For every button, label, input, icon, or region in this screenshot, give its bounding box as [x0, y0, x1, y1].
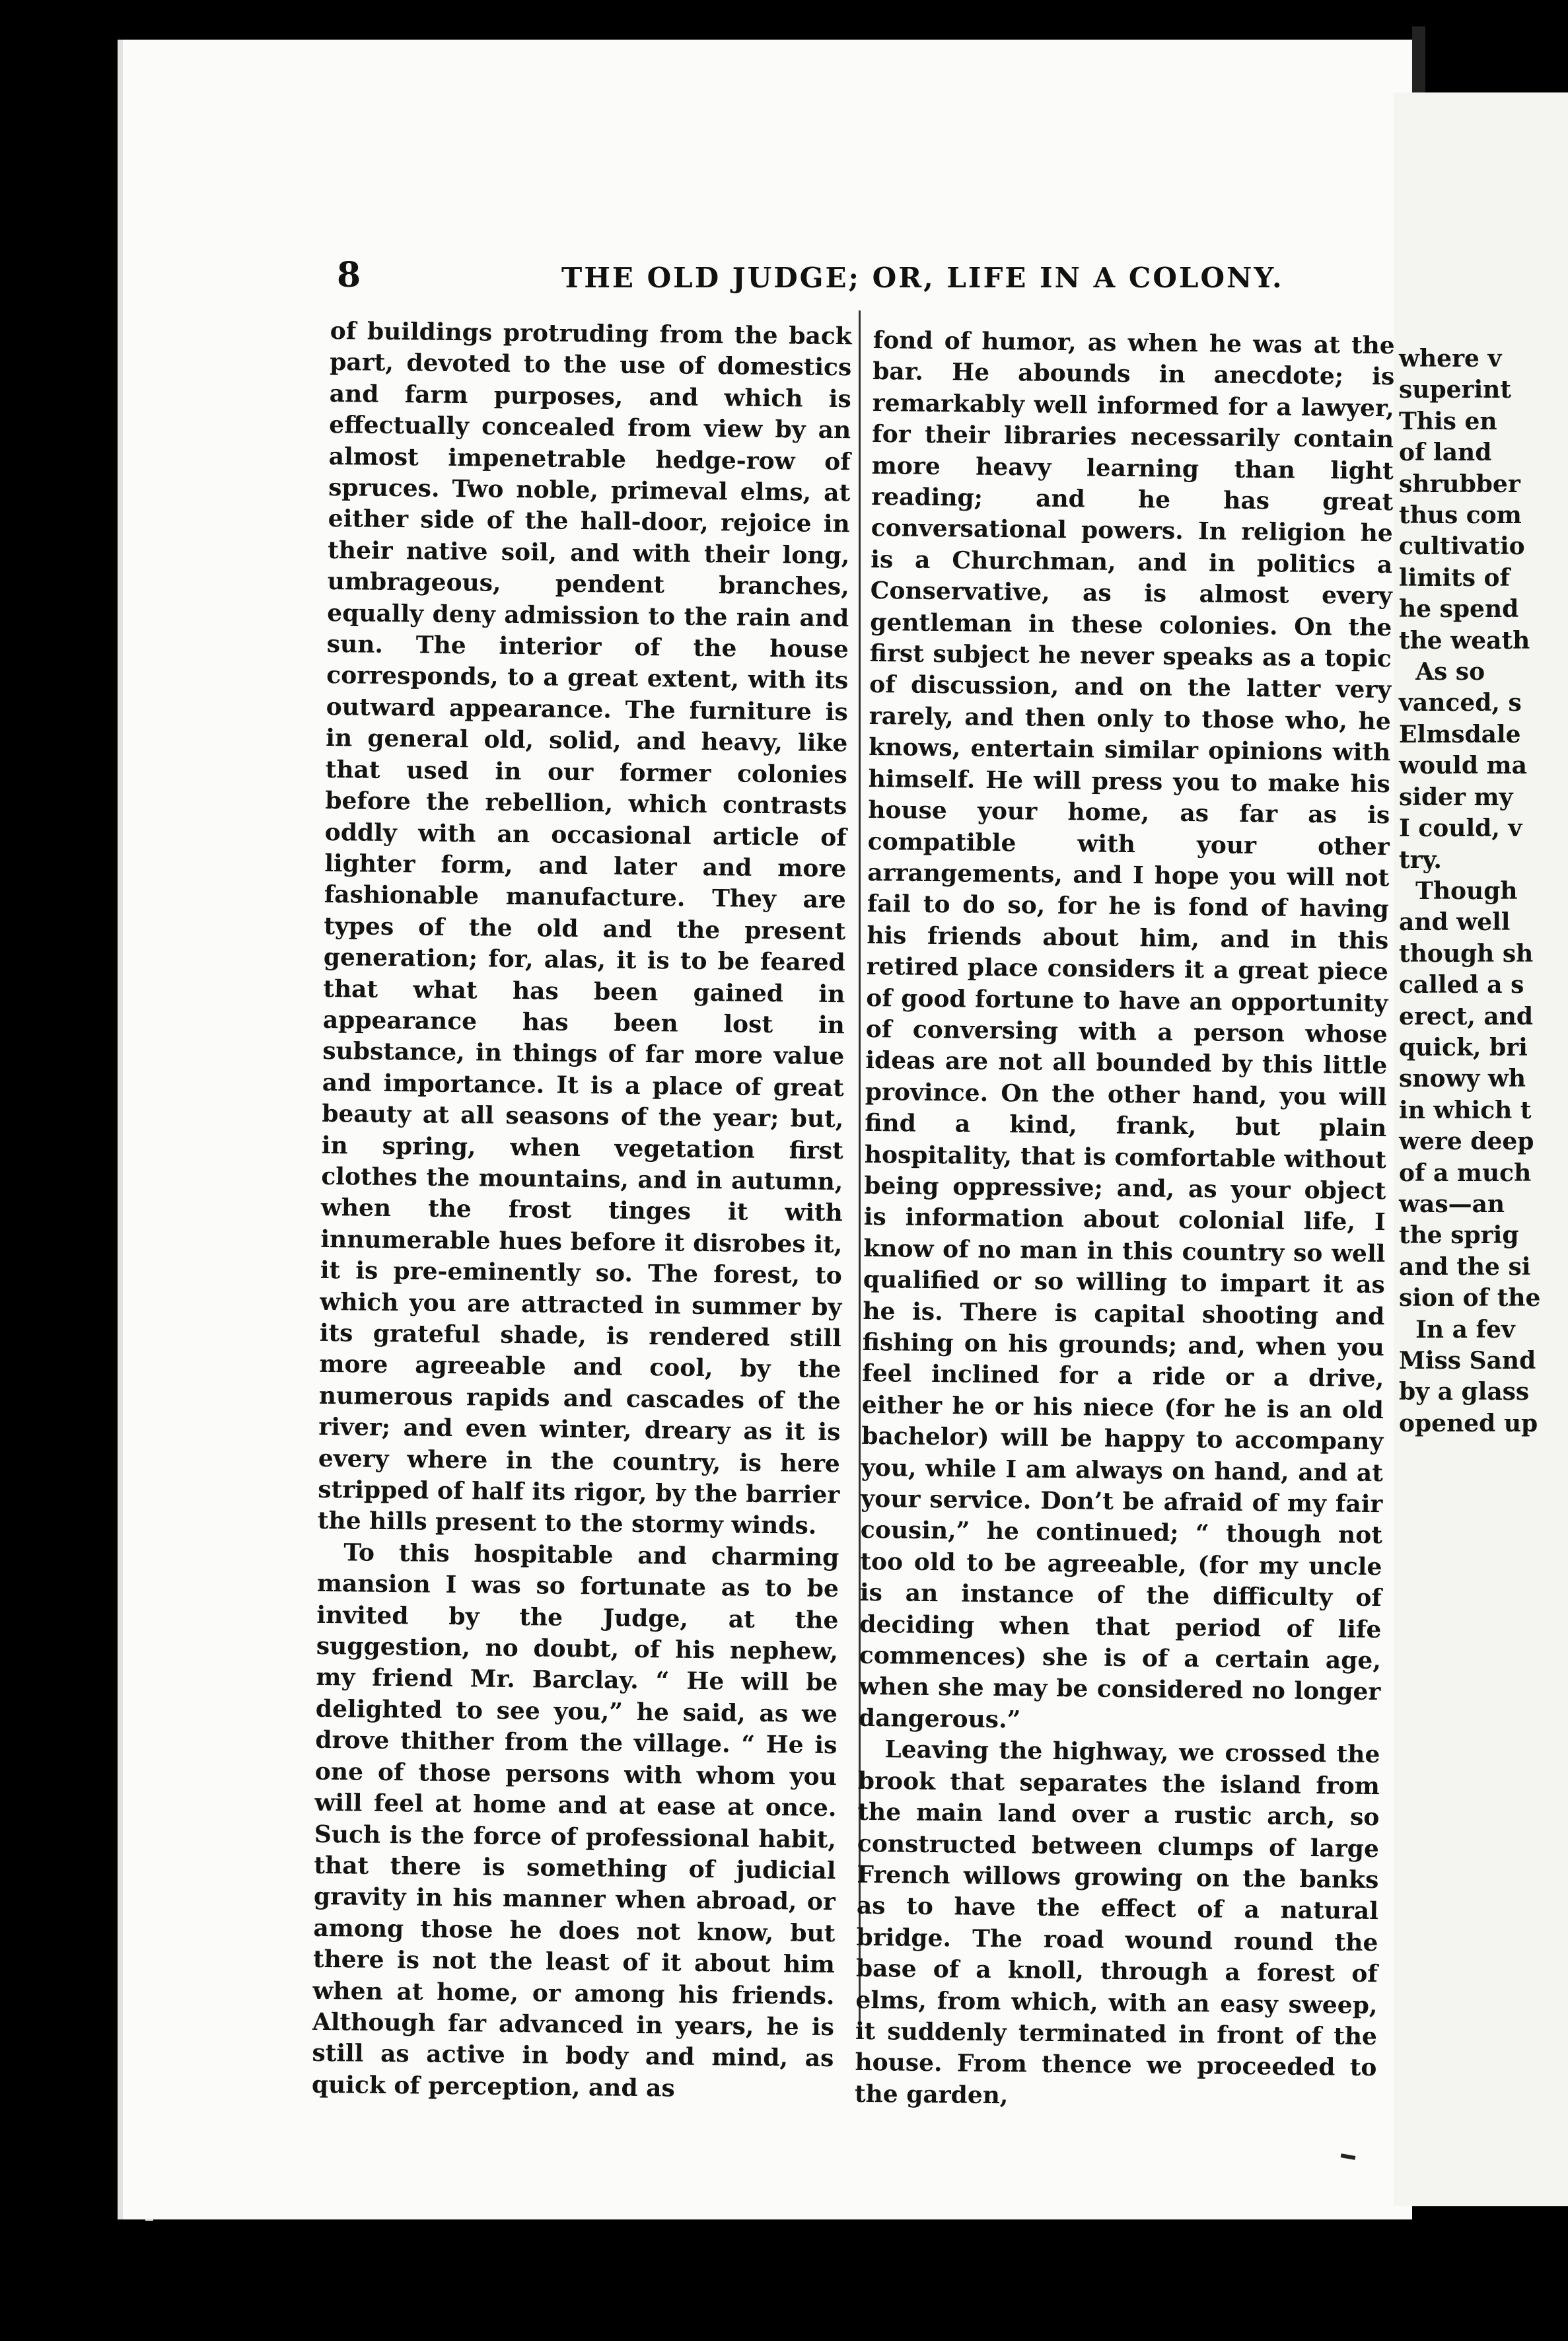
- page-number: 8: [337, 255, 361, 295]
- paragraph: Leaving the highway, we crossed the brook that separates the island from the main land over a rustic arch, so constructed between clumps of large French willows growing on the banks as to have the effect of a natural bridge. The road wound round the base of a knoll, through a forest of elms, from which, with an easy sweep, it suddenly terminated in front of the house. From thence we proceeded to the garden,: [854, 1735, 1380, 2110]
- page-header: [337, 255, 1460, 301]
- paragraph: To this hospitable and charming mansion I was so fortunate as to be invited by the Judge, at the suggestion, no doubt, of his nephew, my friend Mr. Barclay. “ He will be delighted to see you,” he said, as we drove thither from the village. “ He is one of those persons with whom you will feel at home and at ease at once. Such is the force of professional habit, that there is something of judicial gravity in his manner when abroad, or among those he does not know, but there is not the least of it about him when at home, or among his friends. Although far advanced in years, he is still as active in body and mind, as quick of perception, and as: [311, 1538, 839, 2103]
- paragraph: of buildings protruding from the back part, devoted to the use of domestics and farm purposes, and which is effectually concealed from view by an almost impenetrable hedge-row of spruces. Two noble, primeval elms, at either side of the hall-door, rejoice in their native soil, and with their long, umbrageous, pendent branches, equally deny admission to the rain and sun. The interior of the house corresponds, to a great extent, with its outward appearance. The furniture is in general old, solid, and heavy, like that used in our former colonies before the rebellion, which contrasts oddly with an occasional article of lighter form, and later and more fashionable manufacture. They are types of the old and the present generation; for, alas, it is to be feared that what has been gained in appearance has been lost in substance, in things of far more value and importance. It is a place of great beauty at all seasons of the year; but, in spring, when vegetation first clothes the mountains, and in autumn, when the frost tinges it with innumerable hues before it disrobes it, it is pre-eminently so. The forest, to which you are attracted in summer by its grateful shade, is rendered still more agreeable and cool, by the numerous rapids and cascades of the river; and even winter, dreary as it is every where in the country, is here stripped of half its rigor, by the barrier the hills present to the stormy winds.: [317, 316, 852, 1540]
- right-column: [855, 325, 1395, 2115]
- running-title: THE OLD JUDGE; OR, LIFE IN A COLONY.: [561, 262, 1284, 294]
- next-page-fragment: [1394, 92, 1568, 2206]
- next-page-text: where v superint This en of land shrubber thus com cultivatio limits of he spend the weath As so vanced, s Elmsdale would ma sider my I could, v try. Though and well though sh called a s erect, and quick, bri snowy wh in which t were deep of a much was—an the sprig and the si sion of the In a fev Miss Sand by a glass opened up: [1399, 345, 1541, 1437]
- left-column: [312, 316, 852, 2106]
- paragraph: fond of humor, as when he was at the bar. He abounds in anecdote; is remarkably well informed for a lawyer, for their libraries necessarily contain more heavy learning than light reading; and he has great conversational powers. In religion he is a Churchman, and in politics a Conservative, as is almost every gentleman in these colonies. On the first subject he never speaks as a topic of discussion, and on the latter very rarely, and then only to those who, he knows, entertain similar opinions with himself. He will press you to make his house your home, as far as is compatible with your other arrangements, and I hope you will not fail to do so, for he is fond of having his friends about him, and in this retired place considers it a great piece of good fortune to have an opportunity of conversing with a person whose ideas are not all bounded by this little province. On the other hand, you will find a kind, frank, but plain hospitality, that is comfortable without being oppressive; and, as your object is information about colonial life, I know of no man in this country so well qualified or so willing to impart it as he is. There is capital shooting and fishing on his grounds; and, when you feel inclined for a ride or a drive, either he or his niece (for he is an old bachelor) will be happy to accompany you, while I am always on hand, and at your service. Don’t be afraid of my fair cousin,” he continued; “ though not too old to be agreeable, (for my uncle is an instance of the difficulty of deciding when that period of life commences) she is of a certain age, when she may be considered no longer dangerous.”: [858, 326, 1395, 1734]
